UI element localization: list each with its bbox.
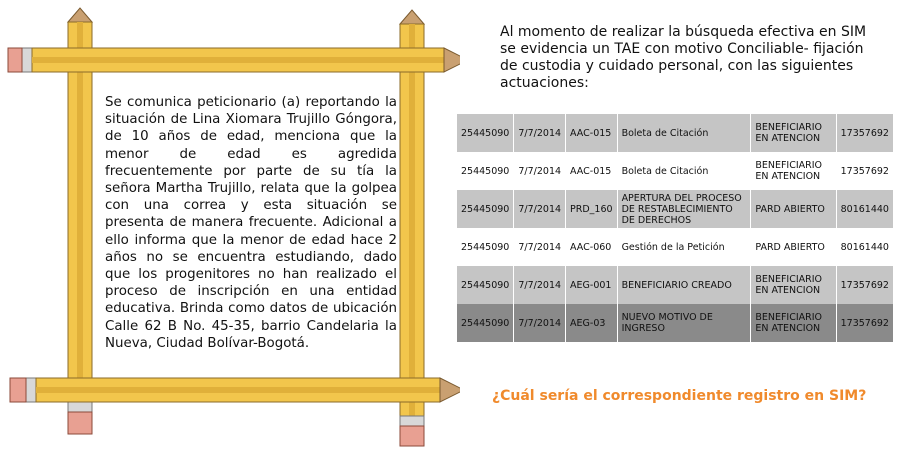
cell-status: BENEFICIARIO EN ATENCION: [751, 114, 836, 152]
cell-code: AAC-015: [566, 152, 618, 190]
cell-status: BENEFICIARIO EN ATENCION: [751, 266, 836, 304]
cell-id: 25445090: [457, 228, 514, 266]
cell-number: 17357692: [836, 304, 893, 342]
cell-action: APERTURA DEL PROCESO DE RESTABLECIMIENTO DE DERECHOS: [617, 190, 751, 228]
cell-date: 7/7/2014: [514, 114, 566, 152]
cell-code: AAC-060: [566, 228, 618, 266]
cell-number: 80161440: [836, 190, 893, 228]
table-row: [457, 190, 894, 228]
actions-table: [456, 114, 893, 342]
cell-date: 7/7/2014: [514, 266, 566, 304]
cell-id: 25445090: [457, 266, 514, 304]
cell-date: 7/7/2014: [514, 228, 566, 266]
pencil-bottom: [10, 378, 460, 402]
cell-action: Boleta de Citación: [617, 152, 751, 190]
intro-text: Al momento de realizar la búsqueda efectiva en SIM se evidencia un TAE con motivo Conciliable- fijación de custodia y cuidado personal, con las siguientes actuaciones:: [500, 24, 867, 91]
table-row: [457, 152, 894, 190]
cell-number: 80161440: [836, 228, 893, 266]
question-text: ¿Cuál sería el correspondiente registro en SIM?: [492, 388, 867, 404]
table-row: [457, 304, 894, 342]
cell-number: 17357692: [836, 114, 893, 152]
cell-action: Gestión de la Petición: [617, 228, 751, 266]
cell-status: BENEFICIARIO EN ATENCION: [751, 304, 836, 342]
cell-action: BENEFICIARIO CREADO: [617, 266, 751, 304]
cell-status: PARD ABIERTO: [751, 228, 836, 266]
cell-id: 25445090: [457, 152, 514, 190]
table-row: [457, 114, 894, 152]
cell-code: PRD_160: [566, 190, 618, 228]
cell-id: 25445090: [457, 114, 514, 152]
cell-status: BENEFICIARIO EN ATENCION: [751, 152, 836, 190]
cell-action: NUEVO MOTIVO DE INGRESO: [617, 304, 751, 342]
cell-code: AEG-001: [566, 266, 618, 304]
cell-status: PARD ABIERTO: [751, 190, 836, 228]
cell-id: 25445090: [457, 190, 514, 228]
case-description: Se comunica peticionario (a) reportando la situación de Lina Xiomara Trujillo Góngora, de 10 años de edad, menciona que la menor de edad es agredida frecuentemente por parte de su tía la señora Martha Trujillo, relata que la golpea con una correa y esta situación se presenta de manera frecuente. Adicional a ello informa que la menor de edad hace 2 años no se encuentra estudiando, dado que los progenitores no han realizado el proceso de inscripción en una entidad educativa. Brinda como datos de ubicación Calle 62 B No. 45-35, barrio Candelaria la Nueva, Ciudad Bolívar-Bogotá.: [105, 95, 397, 351]
cell-date: 7/7/2014: [514, 190, 566, 228]
cell-id: 25445090: [457, 304, 514, 342]
cell-date: 7/7/2014: [514, 304, 566, 342]
pencil-top: [8, 48, 460, 72]
table-row: [457, 228, 894, 266]
cell-date: 7/7/2014: [514, 152, 566, 190]
cell-code: AAC-015: [566, 114, 618, 152]
cell-number: 17357692: [836, 152, 893, 190]
table-row: [457, 266, 894, 304]
cell-code: AEG-03: [566, 304, 618, 342]
cell-number: 17357692: [836, 266, 893, 304]
cell-action: Boleta de Citación: [617, 114, 751, 152]
